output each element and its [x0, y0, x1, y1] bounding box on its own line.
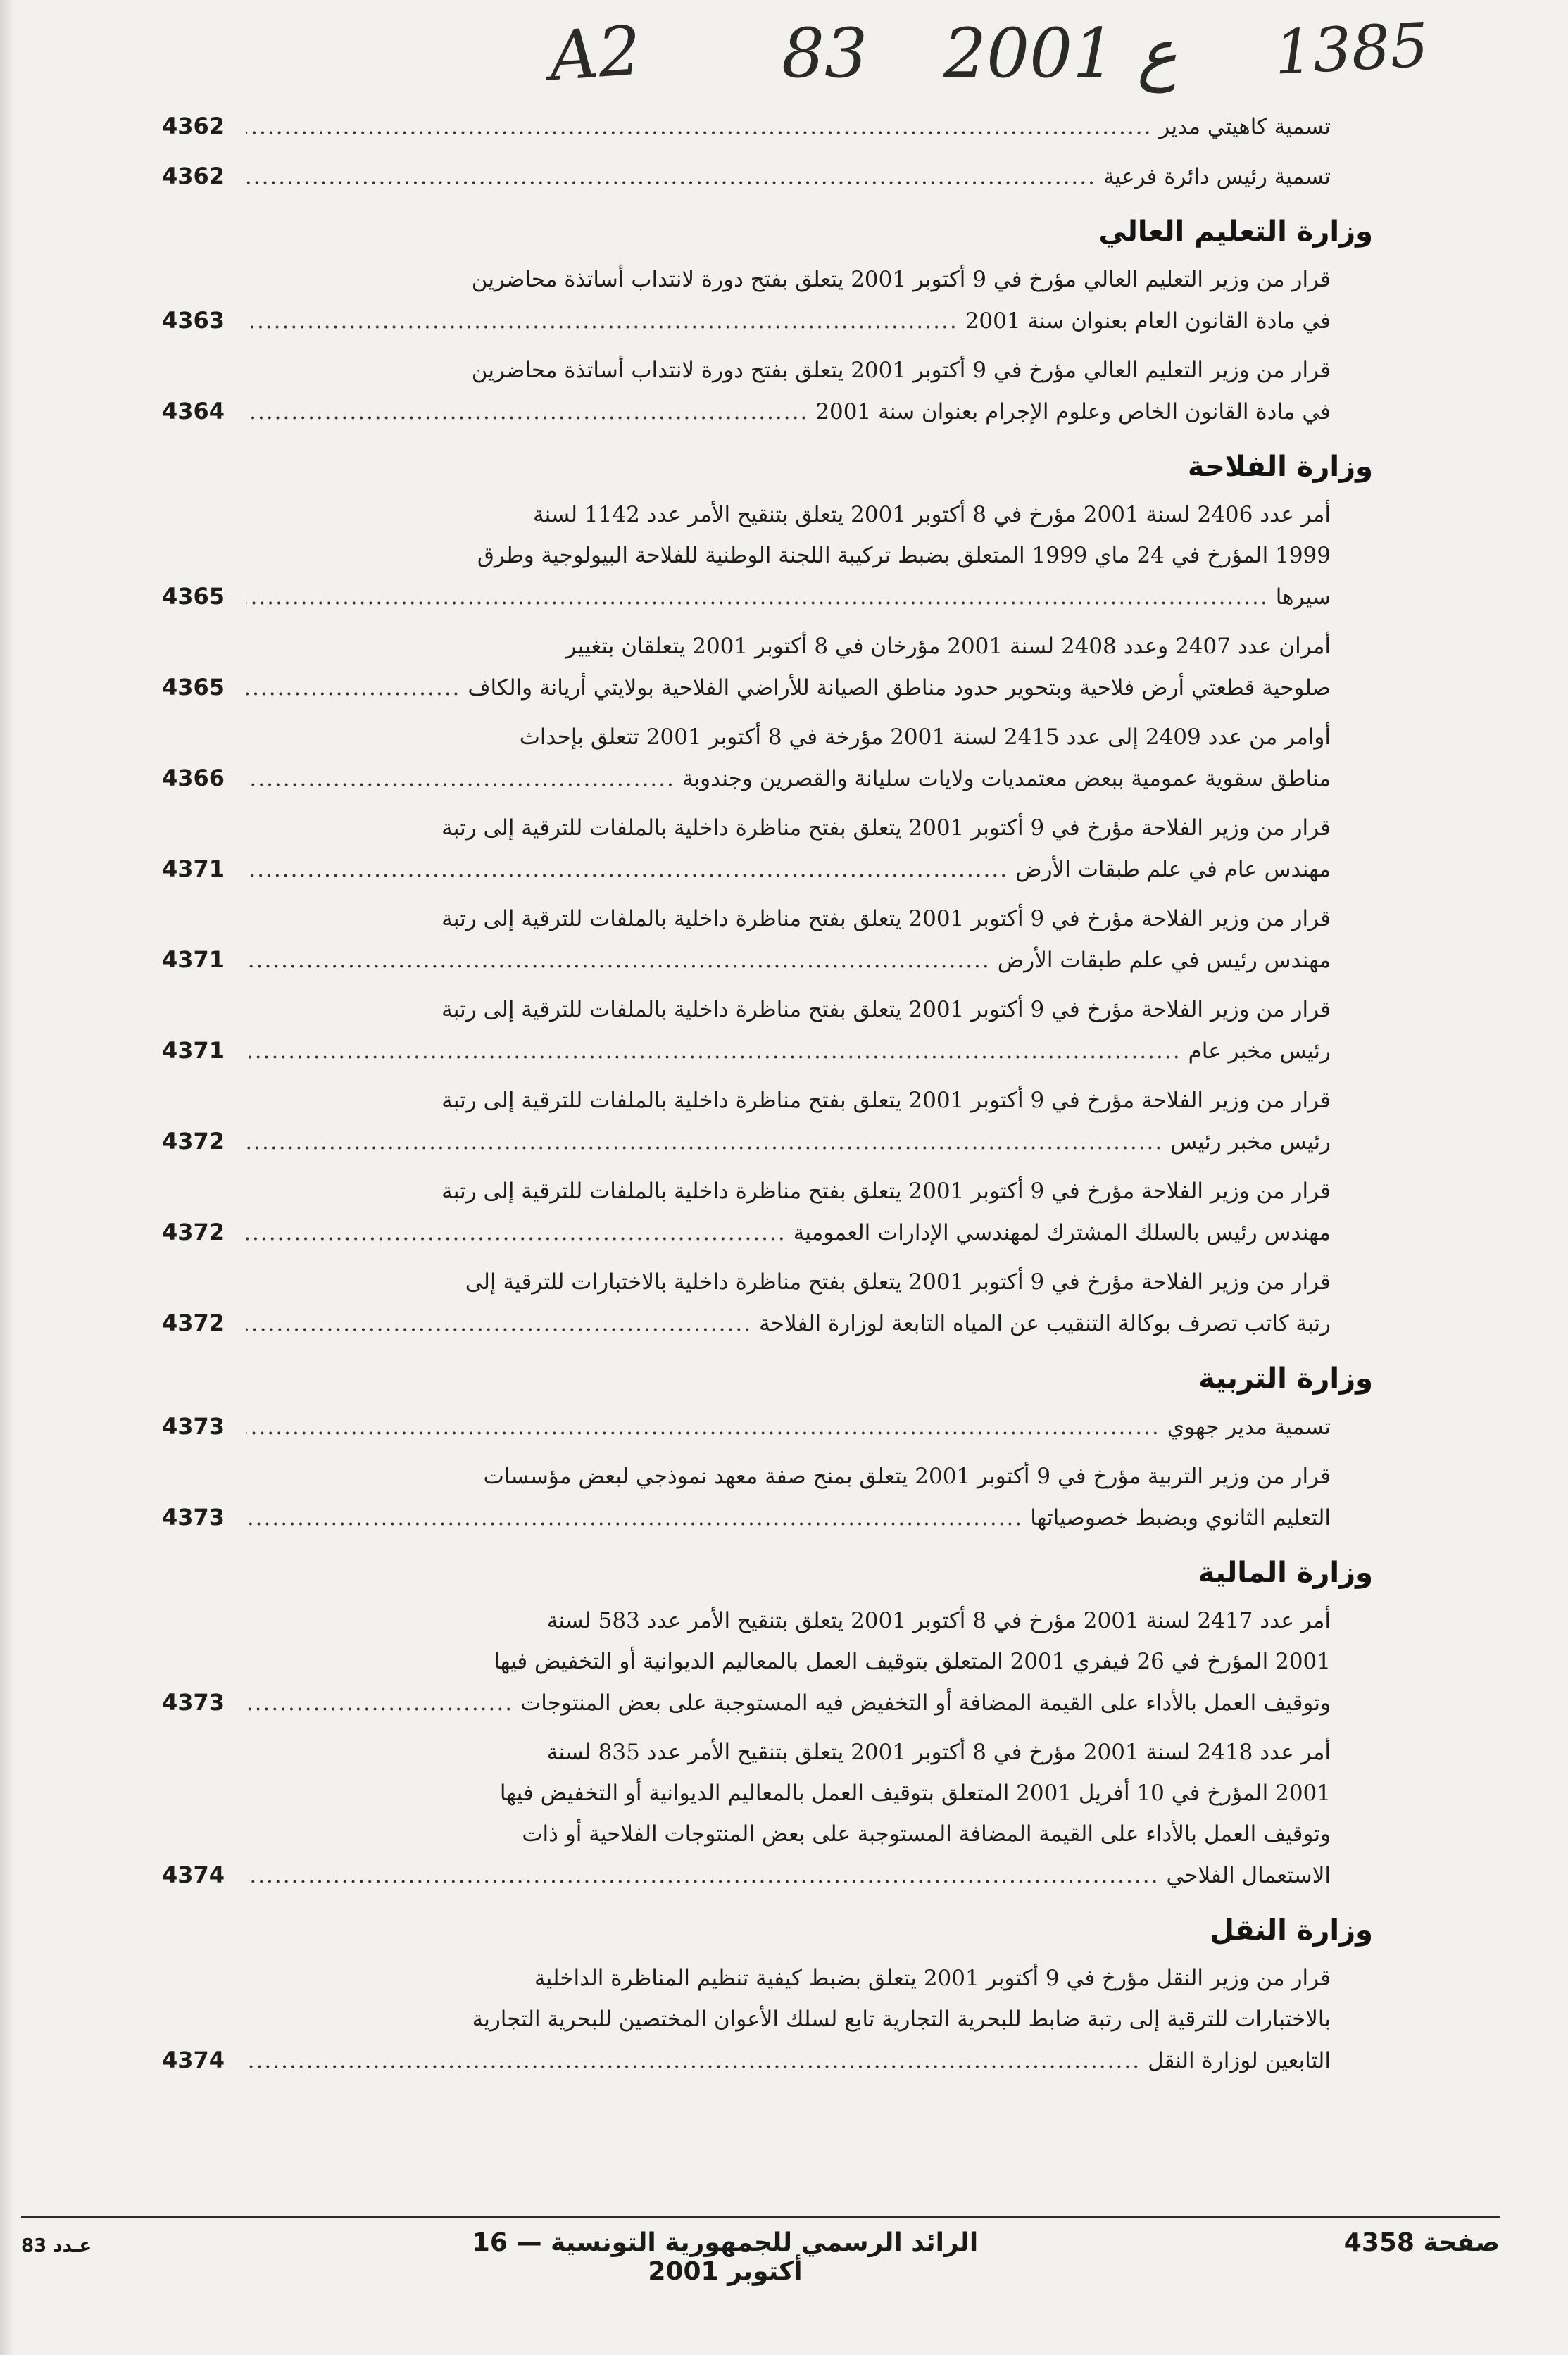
page-reference: 4363: [162, 307, 225, 334]
entry-last-line: [162, 1406, 1331, 1447]
toc-entry: [162, 1080, 1331, 1162]
leader-dots: [246, 758, 675, 799]
footer-page-number: صفحة 4358: [1343, 2228, 1500, 2257]
entry-last-text: مناطق سقوية عمومية ببعض معتمديات ولايات سليانة والقصرين وجندوبة: [682, 766, 1331, 791]
entry-line: قرار من وزير النقل مؤرخ في 9 أكتوبر 2001 يتعلق بضبط كيفية تنظيم المناظرة الداخلية: [534, 1966, 1331, 1991]
toc-entry: [162, 1456, 1331, 1538]
entry-last-line: [162, 300, 1331, 341]
section-heading: وزارة الفلاحة: [1187, 451, 1373, 483]
leader-dots: [246, 1855, 1159, 1896]
entry-line: 2001 المؤرخ في 26 فيفري 2001 المتعلق بتوقيف العمل بالمعاليم الديوانية أو التخفيض فيها: [494, 1649, 1331, 1674]
page-reference: 4372: [162, 1310, 225, 1336]
entry-line: قرار من وزير الفلاحة مؤرخ في 9 أكتوبر 2001 يتعلق بفتح مناظرة داخلية بالملفات للترقية إلى رتبة: [441, 1088, 1331, 1113]
page-reference: 4372: [162, 1128, 225, 1155]
toc-entry: [162, 494, 1331, 617]
entry-last-line: [162, 156, 1331, 197]
toc-entry: [162, 1600, 1331, 1723]
entry-line: قرار من وزير التربية مؤرخ في 9 أكتوبر 2001 يتعلق بمنح صفة معهد نموذجي لبعض مؤسسات: [483, 1464, 1331, 1489]
page-reference: 4365: [162, 674, 225, 701]
entry-last-text: رئيس مخبر رئيس: [1170, 1129, 1331, 1155]
handwritten-note: [546, 10, 1479, 96]
entry-last-text: مهندس رئيس في علم طبقات الأرض: [997, 948, 1331, 973]
leader-dots: [246, 1497, 1023, 1538]
entry-line: أمر عدد 2417 لسنة 2001 مؤرخ في 8 أكتوبر 2001 يتعلق بتنقيح الأمر عدد 583 لسنة: [546, 1608, 1331, 1633]
page-reference: 4364: [162, 398, 225, 425]
entry-last-line: [162, 939, 1331, 981]
scan-edge: [0, 0, 14, 2355]
entry-last-text: التعليم الثانوي وبضبط خصوصياتها: [1030, 1505, 1331, 1531]
toc-entry: [162, 989, 1331, 1072]
entry-last-text: مهندس رئيس بالسلك المشترك لمهندسي الإدارات العمومية: [793, 1220, 1331, 1245]
entry-last-text: صلوحية قطعتي أرض فلاحية وبتحوير حدود مناطق الصيانة للأراضي الفلاحية بولايتي أريانة والكاف: [468, 675, 1331, 701]
section-heading: وزارة التربية: [1198, 1362, 1373, 1395]
toc-entry: [162, 1732, 1331, 1896]
leader-dots: [246, 1212, 786, 1253]
entry-last-line: [162, 1302, 1331, 1344]
toc-entry: [162, 350, 1331, 432]
page-reference: 4362: [162, 113, 225, 139]
toc-entry: [162, 259, 1331, 341]
page-reference: 4374: [162, 2047, 225, 2073]
page-reference: 4372: [162, 1219, 225, 1245]
entry-line: وتوقيف العمل بالأداء على القيمة المضافة المستوجبة على بعض المنتوجات الفلاحية أو ذات: [522, 1821, 1331, 1847]
entry-last-line: [162, 106, 1331, 147]
footer-title: الرائد الرسمي للجمهورية التونسية — 16 أكتوبر 2001: [472, 2228, 979, 2286]
page-reference: 4366: [162, 765, 225, 791]
handwritten-note-part: 1385: [1272, 10, 1431, 89]
page-footer: [21, 2228, 1500, 2286]
toc-entry: [162, 1958, 1331, 2081]
entry-last-line: [162, 848, 1331, 890]
handwritten-note-part: ع 2001: [943, 14, 1178, 93]
section-heading: وزارة المالية: [1198, 1557, 1373, 1589]
entry-last-text: سيرها: [1275, 584, 1331, 610]
page-reference: 4371: [162, 946, 225, 973]
page-reference: 4371: [162, 855, 225, 882]
entry-last-text: تسمية رئيس دائرة فرعية: [1103, 164, 1331, 189]
leader-dots: [246, 106, 1152, 147]
toc-entry: [162, 106, 1331, 147]
entry-line: قرار من وزير التعليم العالي مؤرخ في 9 أكتوبر 2001 يتعلق بفتح دورة لانتداب أساتذة محاضرين: [471, 358, 1331, 383]
entry-line: أمران عدد 2407 وعدد 2408 لسنة 2001 مؤرخان في 8 أكتوبر 2001 يتعلقان بتغيير: [565, 634, 1331, 659]
entry-last-text: تسمية مدير جهوي: [1167, 1414, 1331, 1440]
leader-dots: [246, 1683, 513, 1723]
page-reference: 4373: [162, 1689, 225, 1716]
entry-line: 1999 المؤرخ في 24 ماي 1999 المتعلق بضبط تركيبة اللجنة الوطنية للفلاحة البيولوجية وطرق: [477, 543, 1331, 568]
entry-last-text: رتبة كاتب تصرف بوكالة التنقيب عن المياه التابعة لوزارة الفلاحة: [759, 1311, 1331, 1336]
entry-line: أوامر من عدد 2409 إلى عدد 2415 لسنة 2001 مؤرخة في 8 أكتوبر 2001 تتعلق بإحداث: [519, 724, 1331, 750]
entry-last-line: [162, 1212, 1331, 1253]
toc-entry: [162, 808, 1331, 890]
handwritten-note-part: A2: [546, 11, 644, 96]
page-reference: 4373: [162, 1413, 225, 1440]
leader-dots: [246, 391, 808, 432]
toc-entry: [162, 717, 1331, 799]
entry-last-line: [162, 1854, 1331, 1896]
entry-line: قرار من وزير الفلاحة مؤرخ في 9 أكتوبر 2001 يتعلق بفتح مناظرة داخلية بالملفات للترقية إلى رتبة: [441, 906, 1331, 931]
entry-line: قرار من وزير التعليم العالي مؤرخ في 9 أكتوبر 2001 يتعلق بفتح دورة لانتداب أساتذة محاضرين: [471, 267, 1331, 292]
leader-dots: [246, 156, 1096, 197]
page-reference: 4371: [162, 1037, 225, 1064]
entry-last-text: في مادة القانون الخاص وعلوم الإجرام بعنوان سنة 2001: [815, 399, 1331, 425]
entry-last-text: تسمية كاهيتي مدير: [1159, 114, 1331, 139]
toc-entry: [162, 1262, 1331, 1344]
entry-line: أمر عدد 2406 لسنة 2001 مؤرخ في 8 أكتوبر 2001 يتعلق بتنقيح الأمر عدد 1142 لسنة: [532, 502, 1331, 527]
section-heading: وزارة التعليم العالي: [1098, 215, 1373, 248]
page-reference: 4362: [162, 163, 225, 189]
entry-line: قرار من وزير الفلاحة مؤرخ في 9 أكتوبر 2001 يتعلق بفتح مناظرة داخلية بالملفات للترقية إلى رتبة: [441, 1179, 1331, 1204]
entry-last-line: [162, 667, 1331, 708]
handwritten-note-part: 83: [782, 14, 868, 93]
entry-line: أمر عدد 2418 لسنة 2001 مؤرخ في 8 أكتوبر 2001 يتعلق بتنقيح الأمر عدد 835 لسنة: [546, 1740, 1331, 1765]
entry-last-line: [162, 1121, 1331, 1162]
entry-last-text: الاستعمال الفلاحي: [1166, 1863, 1331, 1888]
footer-issue-number: عـدد 83: [21, 2235, 92, 2256]
leader-dots: [246, 577, 1269, 617]
entry-last-text: في مادة القانون العام بعنوان سنة 2001: [965, 308, 1331, 334]
toc-entry: [162, 156, 1331, 197]
entry-last-line: [162, 2040, 1331, 2081]
leader-dots: [246, 1303, 752, 1344]
entry-last-line: [162, 1030, 1331, 1072]
toc-entry: [162, 898, 1331, 981]
leader-dots: [246, 940, 991, 981]
entry-last-line: [162, 576, 1331, 617]
page-reference: 4365: [162, 583, 225, 610]
entry-line: 2001 المؤرخ في 10 أفريل 2001 المتعلق بتوقيف العمل بالمعاليم الديوانية أو التخفيض فيها: [499, 1781, 1331, 1806]
entry-last-text: مهندس عام في علم طبقات الأرض: [1015, 857, 1331, 882]
toc-entry: [162, 1406, 1331, 1447]
leader-dots: [246, 2040, 1141, 2081]
table-of-contents: [162, 106, 1373, 2090]
entry-last-text: رئيس مخبر عام: [1188, 1038, 1331, 1064]
entry-last-line: [162, 758, 1331, 799]
leader-dots: [246, 301, 958, 341]
entry-last-line: [162, 391, 1331, 432]
leader-dots: [246, 849, 1008, 890]
page-reference: 4373: [162, 1504, 225, 1531]
entry-last-line: [162, 1497, 1331, 1538]
entry-last-text: وتوقيف العمل بالأداء على القيمة المضافة أو التخفيض فيه المستوجبة على بعض المنتوجات: [520, 1690, 1331, 1716]
leader-dots: [246, 1031, 1181, 1072]
entry-line: بالاختبارات للترقية إلى رتبة ضابط للبحرية التجارية تابع لسلك الأعوان المختصين للبحرية التجارية: [472, 2007, 1331, 2032]
entry-line: قرار من وزير الفلاحة مؤرخ في 9 أكتوبر 2001 يتعلق بفتح مناظرة داخلية بالملفات للترقية إلى رتبة: [441, 815, 1331, 841]
entry-line: قرار من وزير الفلاحة مؤرخ في 9 أكتوبر 2001 يتعلق بفتح مناظرة داخلية بالاختبارات للترقية إلى: [465, 1269, 1331, 1295]
toc-entry: [162, 626, 1331, 708]
footer-divider: [21, 2216, 1500, 2218]
toc-entry: [162, 1171, 1331, 1253]
page-reference: 4374: [162, 1861, 225, 1888]
entry-last-line: [162, 1682, 1331, 1723]
entry-last-text: التابعين لوزارة النقل: [1148, 2048, 1331, 2073]
leader-dots: [246, 1407, 1160, 1447]
leader-dots: [246, 667, 460, 708]
leader-dots: [246, 1122, 1163, 1162]
section-heading: وزارة النقل: [1210, 1914, 1373, 1947]
entry-line: قرار من وزير الفلاحة مؤرخ في 9 أكتوبر 2001 يتعلق بفتح مناظرة داخلية بالملفات للترقية إلى رتبة: [441, 997, 1331, 1022]
